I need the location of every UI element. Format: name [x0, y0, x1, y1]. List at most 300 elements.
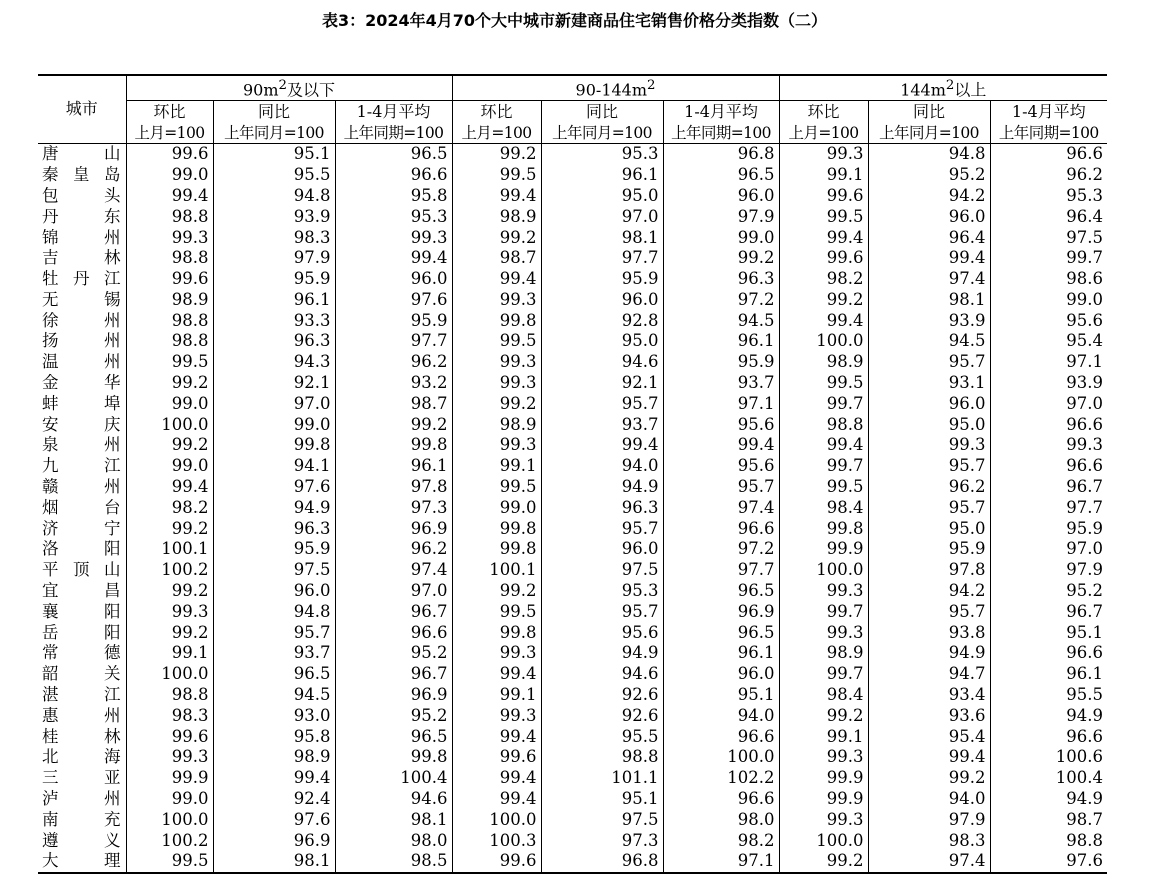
city-name-cell: 蚌埠 [38, 393, 126, 414]
index-value-cell: 100.4 [335, 768, 452, 789]
index-value-cell: 99.3 [452, 352, 541, 373]
index-value-cell: 99.5 [779, 206, 868, 227]
base-header-mom: 上月=100 [452, 122, 541, 143]
index-value-cell: 96.1 [663, 331, 779, 352]
table-row [38, 310, 1107, 331]
index-value-cell: 96.6 [663, 789, 779, 810]
index-value-cell: 97.9 [990, 560, 1107, 581]
index-value-cell: 95.7 [868, 601, 990, 622]
index-value-cell: 96.6 [663, 726, 779, 747]
index-value-cell: 95.6 [541, 622, 663, 643]
index-value-cell: 94.0 [868, 789, 990, 810]
index-value-cell: 99.6 [126, 143, 213, 164]
index-value-cell: 98.5 [335, 851, 452, 873]
index-value-cell: 92.1 [213, 373, 335, 394]
index-value-cell: 97.0 [990, 539, 1107, 560]
index-value-cell: 99.4 [452, 789, 541, 810]
group-label-suffix: 及以下 [287, 80, 336, 100]
index-value-cell: 99.7 [779, 664, 868, 685]
index-value-cell: 96.2 [335, 352, 452, 373]
index-value-cell: 96.5 [213, 664, 335, 685]
table-row [38, 851, 1107, 873]
index-value-cell: 101.1 [541, 768, 663, 789]
index-value-cell: 94.9 [541, 643, 663, 664]
index-value-cell: 93.7 [663, 373, 779, 394]
index-value-cell: 95.1 [541, 789, 663, 810]
index-value-cell: 96.2 [990, 165, 1107, 186]
index-value-cell: 93.9 [868, 310, 990, 331]
index-value-cell: 99.3 [126, 747, 213, 768]
index-value-cell: 96.7 [335, 601, 452, 622]
table-row [38, 768, 1107, 789]
city-name-cell: 岳阳 [38, 622, 126, 643]
index-value-cell: 99.4 [452, 726, 541, 747]
price-index-table [38, 74, 1107, 874]
index-value-cell: 99.2 [663, 248, 779, 269]
group-label: 144m [900, 80, 946, 100]
index-value-cell: 99.7 [779, 393, 868, 414]
table-row [38, 685, 1107, 706]
index-value-cell: 97.0 [213, 393, 335, 414]
index-value-cell: 96.5 [663, 622, 779, 643]
index-value-cell: 99.7 [990, 248, 1107, 269]
city-name-cell: 常德 [38, 643, 126, 664]
index-value-cell: 95.9 [213, 539, 335, 560]
index-value-cell: 99.3 [126, 601, 213, 622]
index-value-cell: 93.6 [868, 705, 990, 726]
index-value-cell: 98.9 [452, 206, 541, 227]
index-value-cell: 98.6 [990, 269, 1107, 290]
index-value-cell: 95.5 [213, 165, 335, 186]
index-value-cell: 99.5 [452, 331, 541, 352]
index-value-cell: 99.2 [126, 518, 213, 539]
index-value-cell: 96.0 [663, 664, 779, 685]
index-value-cell: 95.7 [663, 477, 779, 498]
city-name-cell: 泸州 [38, 789, 126, 810]
index-value-cell: 99.9 [779, 768, 868, 789]
index-value-cell: 96.0 [868, 393, 990, 414]
index-value-cell: 96.3 [663, 269, 779, 290]
index-value-cell: 100.0 [663, 747, 779, 768]
city-name-cell: 烟台 [38, 497, 126, 518]
index-value-cell: 93.4 [868, 685, 990, 706]
index-value-cell: 96.5 [663, 165, 779, 186]
index-value-cell: 97.7 [663, 560, 779, 581]
index-value-cell: 96.6 [990, 456, 1107, 477]
index-value-cell: 99.8 [452, 622, 541, 643]
index-value-cell: 97.5 [213, 560, 335, 581]
index-value-cell: 95.2 [868, 165, 990, 186]
index-value-cell: 94.8 [213, 186, 335, 207]
index-value-cell: 98.1 [868, 290, 990, 311]
index-value-cell: 94.9 [990, 705, 1107, 726]
index-value-cell: 93.9 [990, 373, 1107, 394]
table-row [38, 393, 1107, 414]
index-value-cell: 98.2 [663, 830, 779, 851]
index-value-cell: 98.0 [663, 809, 779, 830]
index-value-cell: 95.0 [541, 331, 663, 352]
index-value-cell: 99.6 [126, 726, 213, 747]
index-value-cell: 97.5 [541, 809, 663, 830]
index-value-cell: 93.3 [213, 310, 335, 331]
city-name-cell: 惠州 [38, 705, 126, 726]
index-value-cell: 97.7 [990, 497, 1107, 518]
index-value-cell: 95.0 [868, 518, 990, 539]
table-row [38, 414, 1107, 435]
metric-header-yoy: 同比 [868, 101, 990, 122]
index-value-cell: 99.3 [990, 435, 1107, 456]
index-value-cell: 94.5 [663, 310, 779, 331]
index-value-cell: 94.2 [868, 186, 990, 207]
index-value-cell: 102.2 [663, 768, 779, 789]
index-value-cell: 100.2 [126, 560, 213, 581]
table-row [38, 581, 1107, 602]
index-value-cell: 97.8 [868, 560, 990, 581]
index-value-cell: 99.3 [779, 747, 868, 768]
index-value-cell: 96.6 [663, 518, 779, 539]
index-value-cell: 100.0 [452, 809, 541, 830]
index-value-cell: 99.2 [452, 581, 541, 602]
index-value-cell: 96.4 [868, 227, 990, 248]
index-value-cell: 96.0 [541, 539, 663, 560]
city-name-cell: 南充 [38, 809, 126, 830]
index-value-cell: 97.4 [868, 851, 990, 873]
index-value-cell: 100.6 [990, 747, 1107, 768]
index-value-cell: 97.5 [990, 227, 1107, 248]
index-value-cell: 96.6 [335, 165, 452, 186]
index-value-cell: 97.7 [335, 331, 452, 352]
base-header-yoy: 上年同月=100 [541, 122, 663, 143]
city-name-cell: 三亚 [38, 768, 126, 789]
index-value-cell: 94.9 [541, 477, 663, 498]
index-value-cell: 99.4 [213, 768, 335, 789]
metric-header-avg: 1-4月平均 [335, 101, 452, 122]
index-value-cell: 99.3 [779, 581, 868, 602]
index-value-cell: 96.1 [663, 643, 779, 664]
index-value-cell: 94.6 [335, 789, 452, 810]
index-value-cell: 97.6 [213, 809, 335, 830]
index-value-cell: 99.2 [335, 414, 452, 435]
index-value-cell: 99.2 [126, 622, 213, 643]
index-value-cell: 95.7 [541, 601, 663, 622]
group-label-suffix: 以上 [954, 80, 987, 100]
table-row [38, 477, 1107, 498]
index-value-cell: 99.3 [452, 705, 541, 726]
index-value-cell: 98.8 [126, 206, 213, 227]
group-label: 90-144m [575, 80, 648, 100]
index-value-cell: 98.2 [126, 497, 213, 518]
city-name-cell: 韶关 [38, 664, 126, 685]
index-value-cell: 99.6 [779, 186, 868, 207]
index-value-cell: 97.3 [541, 830, 663, 851]
index-value-cell: 99.4 [452, 186, 541, 207]
index-value-cell: 96.1 [213, 290, 335, 311]
index-value-cell: 97.8 [335, 477, 452, 498]
index-value-cell: 96.9 [213, 830, 335, 851]
index-value-cell: 98.3 [126, 705, 213, 726]
index-value-cell: 99.8 [213, 435, 335, 456]
index-value-cell: 92.6 [541, 685, 663, 706]
table-title: 表3：2024年4月70个大中城市新建商品住宅销售价格分类指数（二） [321, 11, 828, 30]
index-value-cell: 99.0 [126, 456, 213, 477]
index-value-cell: 95.1 [990, 622, 1107, 643]
index-value-cell: 98.9 [126, 290, 213, 311]
index-value-cell: 99.4 [779, 435, 868, 456]
index-value-cell: 98.1 [541, 227, 663, 248]
index-value-cell: 98.3 [213, 227, 335, 248]
metric-header-mom: 环比 [126, 101, 213, 122]
index-value-cell: 95.3 [990, 186, 1107, 207]
index-value-cell: 95.3 [541, 143, 663, 164]
index-value-cell: 96.6 [335, 622, 452, 643]
table-row [38, 643, 1107, 664]
table-row [38, 622, 1107, 643]
index-value-cell: 100.0 [126, 664, 213, 685]
metric-header-avg: 1-4月平均 [990, 101, 1107, 122]
city-name-cell: 唐山 [38, 143, 126, 164]
city-name-cell: 赣州 [38, 477, 126, 498]
index-value-cell: 93.2 [335, 373, 452, 394]
index-value-cell: 98.8 [541, 747, 663, 768]
table-row [38, 227, 1107, 248]
index-value-cell: 97.5 [541, 560, 663, 581]
index-value-cell: 98.8 [126, 331, 213, 352]
index-value-cell: 96.0 [335, 269, 452, 290]
index-value-cell: 95.7 [213, 622, 335, 643]
index-value-cell: 99.4 [779, 310, 868, 331]
index-value-cell: 98.8 [779, 414, 868, 435]
index-value-cell: 99.1 [126, 643, 213, 664]
city-name-cell: 丹东 [38, 206, 126, 227]
index-value-cell: 100.4 [990, 768, 1107, 789]
index-value-cell: 99.0 [126, 393, 213, 414]
base-header-mom: 上月=100 [779, 122, 868, 143]
index-value-cell: 96.0 [541, 290, 663, 311]
table-row [38, 248, 1107, 269]
index-value-cell: 100.0 [779, 560, 868, 581]
index-value-cell: 96.5 [663, 581, 779, 602]
city-name-cell: 桂林 [38, 726, 126, 747]
index-value-cell: 99.2 [779, 705, 868, 726]
index-value-cell: 99.5 [452, 601, 541, 622]
index-value-cell: 98.7 [990, 809, 1107, 830]
index-value-cell: 92.1 [541, 373, 663, 394]
city-name-cell: 秦皇岛 [38, 165, 126, 186]
index-value-cell: 99.4 [868, 248, 990, 269]
index-value-cell: 99.3 [452, 373, 541, 394]
index-value-cell: 96.6 [990, 726, 1107, 747]
index-value-cell: 96.8 [663, 143, 779, 164]
index-value-cell: 95.0 [868, 414, 990, 435]
index-value-cell: 99.2 [452, 227, 541, 248]
index-value-cell: 97.0 [990, 393, 1107, 414]
index-value-cell: 93.7 [541, 414, 663, 435]
city-name-cell: 北海 [38, 747, 126, 768]
index-value-cell: 95.7 [868, 456, 990, 477]
index-value-cell: 99.9 [779, 539, 868, 560]
index-value-cell: 97.4 [868, 269, 990, 290]
index-value-cell: 97.1 [663, 393, 779, 414]
index-value-cell: 96.0 [663, 186, 779, 207]
index-value-cell: 95.8 [213, 726, 335, 747]
index-value-cell: 95.0 [541, 186, 663, 207]
index-value-cell: 99.9 [779, 789, 868, 810]
index-value-cell: 95.5 [990, 685, 1107, 706]
index-value-cell: 96.8 [541, 851, 663, 873]
index-value-cell: 99.5 [126, 352, 213, 373]
index-value-cell: 93.0 [213, 705, 335, 726]
index-value-cell: 99.7 [779, 601, 868, 622]
index-value-cell: 94.0 [541, 456, 663, 477]
index-value-cell: 95.7 [868, 497, 990, 518]
index-value-cell: 99.3 [452, 643, 541, 664]
index-value-cell: 98.9 [213, 747, 335, 768]
index-value-cell: 99.4 [335, 248, 452, 269]
index-value-cell: 100.0 [126, 809, 213, 830]
index-value-cell: 100.0 [126, 414, 213, 435]
index-value-cell: 98.9 [452, 414, 541, 435]
index-value-cell: 94.7 [868, 664, 990, 685]
index-value-cell: 99.2 [779, 851, 868, 873]
base-header-mom: 上月=100 [126, 122, 213, 143]
index-value-cell: 94.6 [541, 352, 663, 373]
index-value-cell: 96.1 [541, 165, 663, 186]
index-value-cell: 99.5 [779, 477, 868, 498]
index-value-cell: 96.6 [990, 414, 1107, 435]
index-value-cell: 99.1 [452, 685, 541, 706]
index-value-cell: 95.9 [868, 539, 990, 560]
index-value-cell: 100.3 [452, 830, 541, 851]
index-value-cell: 95.5 [541, 726, 663, 747]
index-value-cell: 97.9 [663, 206, 779, 227]
index-value-cell: 98.0 [335, 830, 452, 851]
index-value-cell: 95.1 [663, 685, 779, 706]
group-label-sup: 2 [647, 78, 656, 93]
index-value-cell: 97.3 [335, 497, 452, 518]
group-label-sup: 2 [278, 78, 288, 93]
index-value-cell: 97.0 [335, 581, 452, 602]
table-row [38, 186, 1107, 207]
index-value-cell: 99.3 [335, 227, 452, 248]
index-value-cell: 95.8 [335, 186, 452, 207]
index-value-cell: 97.1 [990, 352, 1107, 373]
index-value-cell: 96.3 [541, 497, 663, 518]
index-value-cell: 99.4 [868, 747, 990, 768]
index-value-cell: 95.2 [990, 581, 1107, 602]
index-value-cell: 99.0 [663, 227, 779, 248]
city-name-cell: 徐州 [38, 310, 126, 331]
table-row [38, 664, 1107, 685]
index-value-cell: 99.6 [452, 851, 541, 873]
index-value-cell: 99.3 [126, 227, 213, 248]
index-value-cell: 94.9 [868, 643, 990, 664]
index-value-cell: 98.1 [335, 809, 452, 830]
city-name-cell: 金华 [38, 373, 126, 394]
index-value-cell: 95.1 [213, 143, 335, 164]
table-row [38, 601, 1107, 622]
index-value-cell: 96.6 [990, 643, 1107, 664]
index-value-cell: 95.6 [663, 456, 779, 477]
table-row [38, 435, 1107, 456]
index-value-cell: 97.6 [990, 851, 1107, 873]
index-value-cell: 94.9 [990, 789, 1107, 810]
city-name-cell: 扬州 [38, 331, 126, 352]
city-name-cell: 遵义 [38, 830, 126, 851]
index-value-cell: 95.6 [663, 414, 779, 435]
index-value-cell: 98.9 [779, 643, 868, 664]
index-value-cell: 99.2 [452, 143, 541, 164]
index-value-cell: 99.2 [452, 393, 541, 414]
index-value-cell: 99.3 [452, 435, 541, 456]
index-value-cell: 97.2 [663, 290, 779, 311]
index-value-cell: 99.3 [779, 143, 868, 164]
table-row [38, 373, 1107, 394]
index-value-cell: 96.3 [213, 331, 335, 352]
metric-header-mom: 环比 [452, 101, 541, 122]
index-value-cell: 93.9 [213, 206, 335, 227]
table-row [38, 747, 1107, 768]
city-name-cell: 牡丹江 [38, 269, 126, 290]
index-value-cell: 95.9 [335, 310, 452, 331]
metric-header-avg: 1-4月平均 [663, 101, 779, 122]
table-row [38, 290, 1107, 311]
index-value-cell: 95.4 [868, 726, 990, 747]
index-value-cell: 100.0 [779, 331, 868, 352]
index-value-cell: 94.5 [213, 685, 335, 706]
city-name-cell: 平顶山 [38, 560, 126, 581]
index-value-cell: 98.9 [779, 352, 868, 373]
index-value-cell: 98.8 [126, 310, 213, 331]
index-value-cell: 95.9 [990, 518, 1107, 539]
table-row [38, 331, 1107, 352]
index-value-cell: 99.3 [779, 809, 868, 830]
index-value-cell: 97.9 [868, 809, 990, 830]
index-value-cell: 99.0 [126, 165, 213, 186]
table-row [38, 456, 1107, 477]
metric-header-mom: 环比 [779, 101, 868, 122]
index-value-cell: 100.1 [126, 539, 213, 560]
index-value-cell: 94.8 [868, 143, 990, 164]
index-value-cell: 99.1 [452, 456, 541, 477]
index-value-cell: 99.6 [779, 248, 868, 269]
city-name-cell: 无锡 [38, 290, 126, 311]
index-value-cell: 98.8 [126, 248, 213, 269]
index-value-cell: 96.7 [990, 601, 1107, 622]
index-value-cell: 99.2 [126, 435, 213, 456]
group-header-large [779, 75, 1107, 101]
index-value-cell: 96.6 [990, 143, 1107, 164]
index-value-cell: 94.5 [868, 331, 990, 352]
index-value-cell: 97.2 [663, 539, 779, 560]
index-value-cell: 96.2 [335, 539, 452, 560]
table-header [38, 75, 1107, 143]
group-header-medium [452, 75, 779, 101]
index-value-cell: 97.1 [663, 851, 779, 873]
index-value-cell: 99.5 [452, 165, 541, 186]
index-value-cell: 96.0 [213, 581, 335, 602]
table-row [38, 809, 1107, 830]
index-value-cell: 96.5 [335, 143, 452, 164]
base-header-yoy: 上年同月=100 [868, 122, 990, 143]
index-value-cell: 99.6 [126, 269, 213, 290]
index-value-cell: 95.3 [335, 206, 452, 227]
metric-header-yoy: 同比 [541, 101, 663, 122]
index-value-cell: 94.3 [213, 352, 335, 373]
index-value-cell: 98.7 [452, 248, 541, 269]
table-row [38, 539, 1107, 560]
index-value-cell: 98.4 [779, 497, 868, 518]
index-value-cell: 97.0 [541, 206, 663, 227]
